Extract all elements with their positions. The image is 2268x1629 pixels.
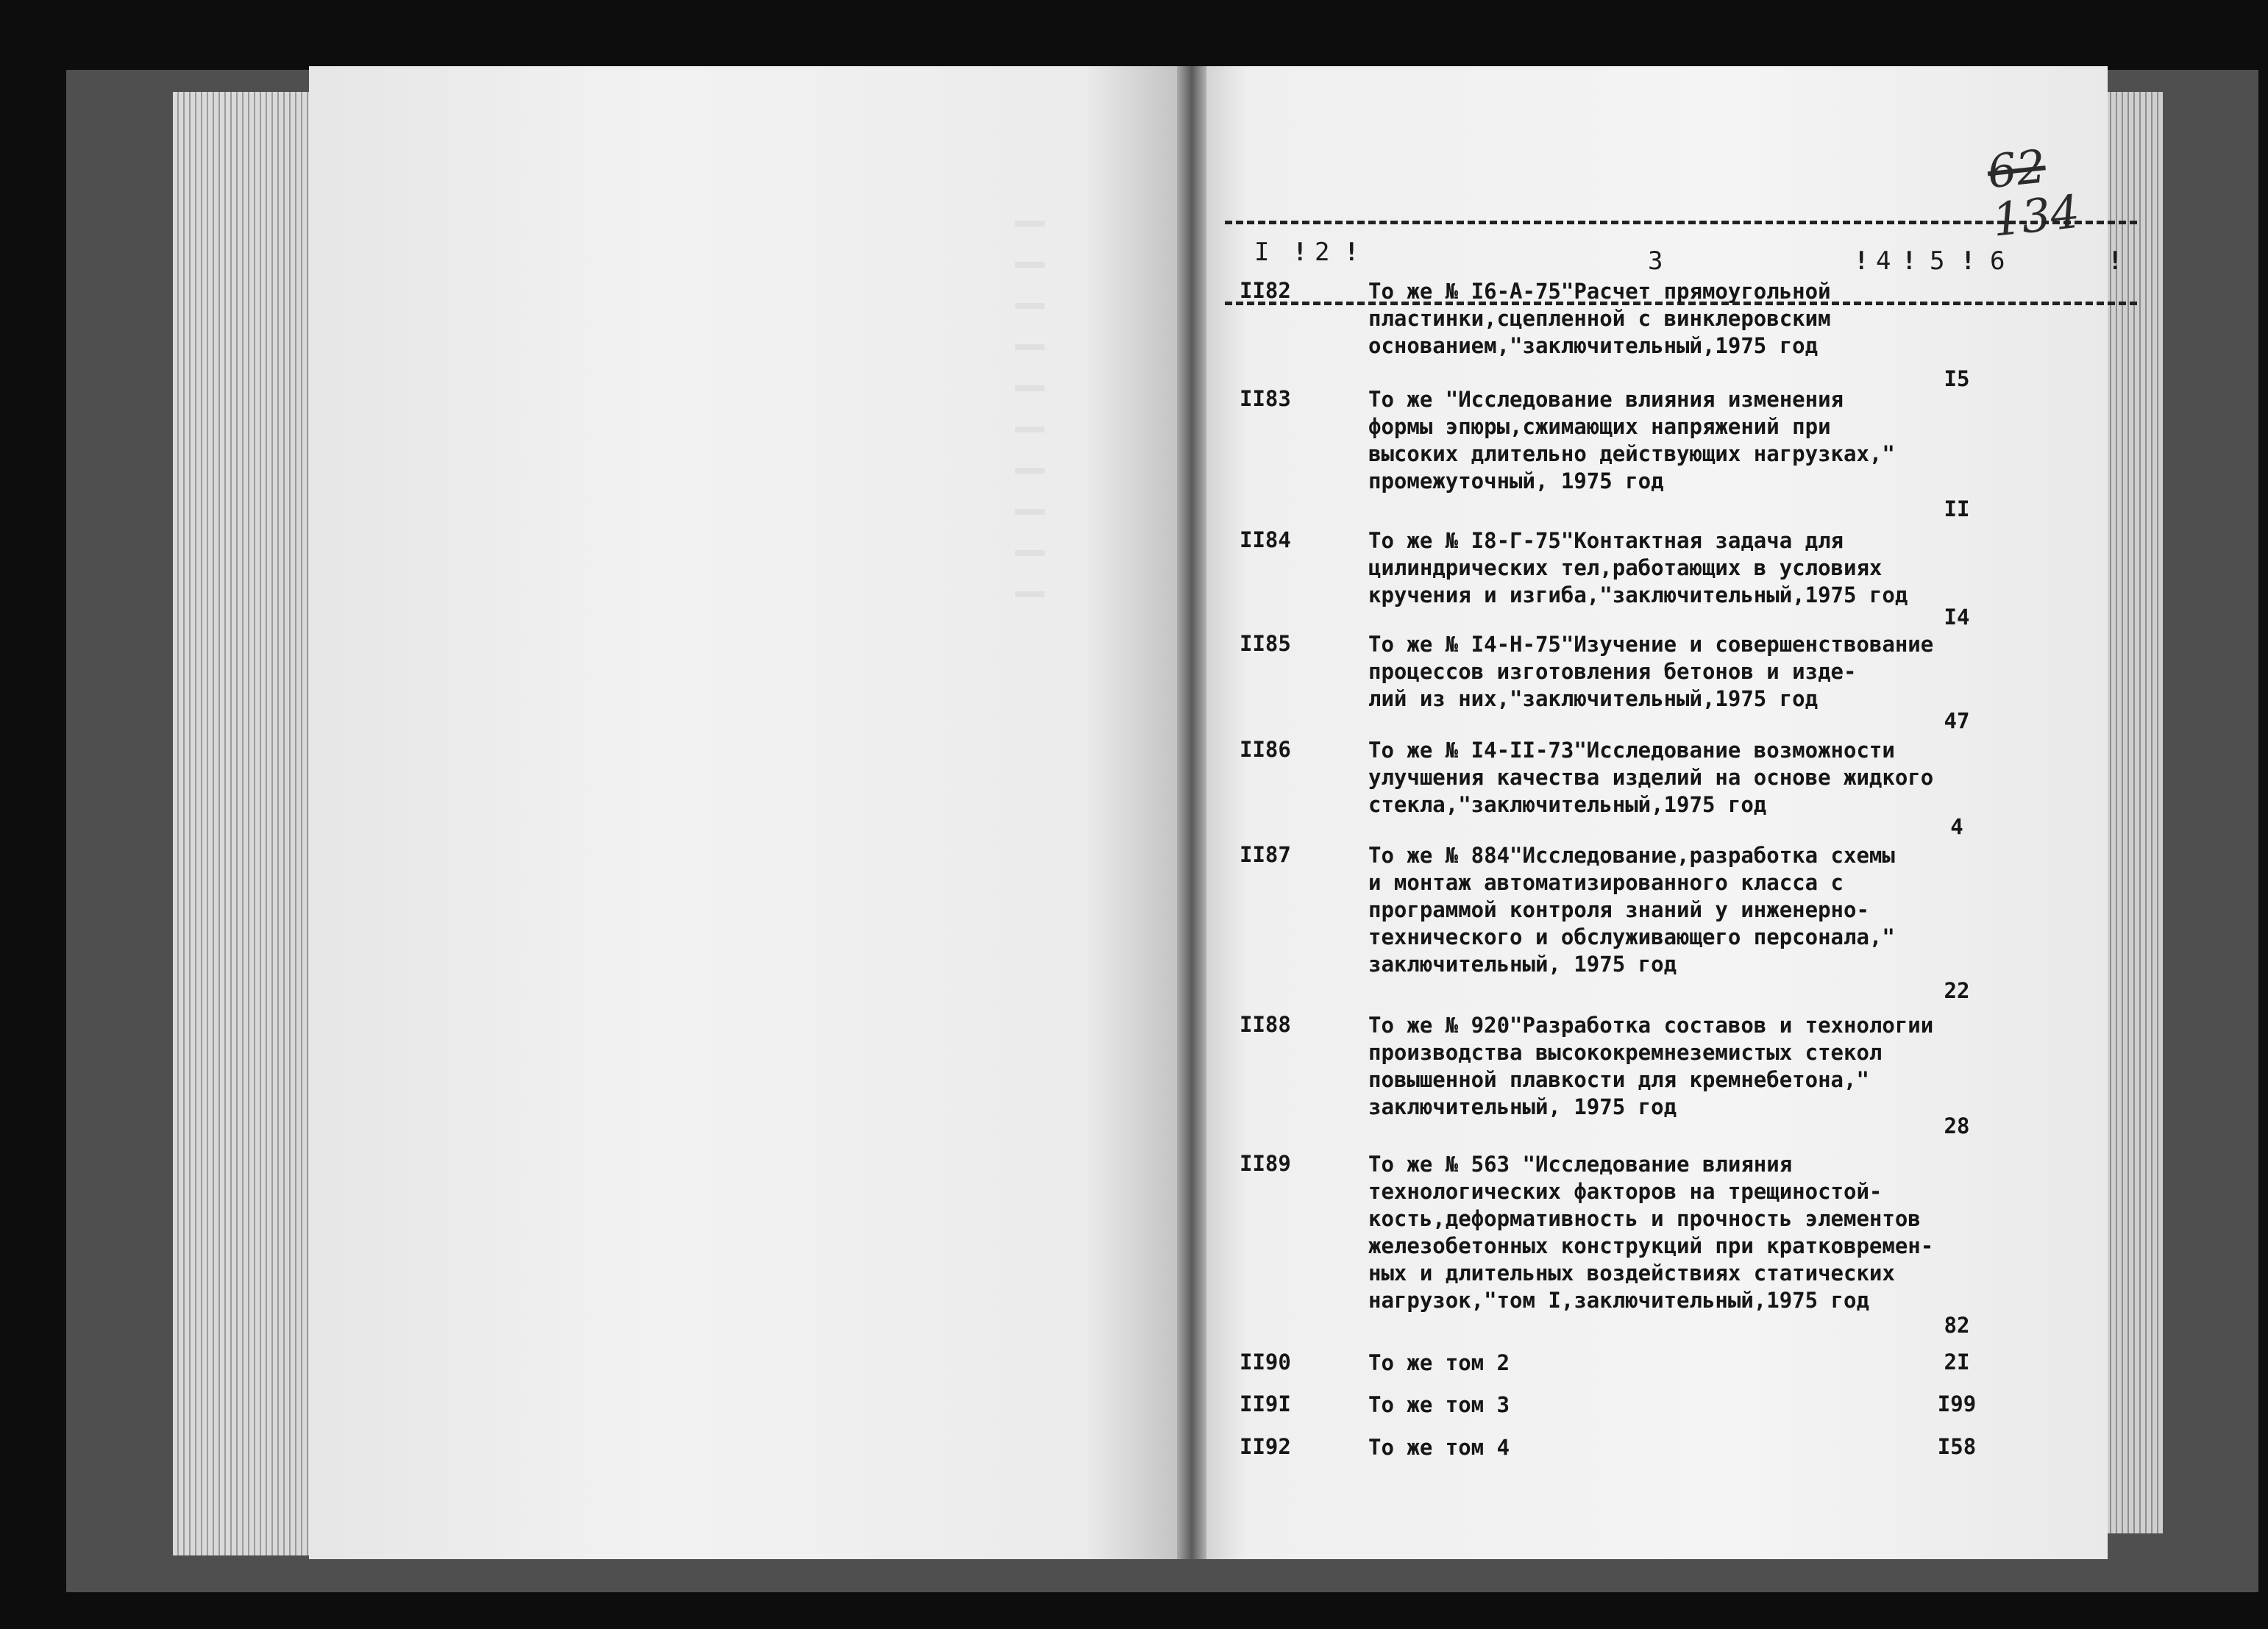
header-col-4: 4 xyxy=(1876,246,1891,276)
header-col-1: I xyxy=(1254,238,1270,267)
header-col-2: 2 xyxy=(1315,238,1330,267)
header-separator: ! xyxy=(2108,246,2123,276)
folio-previous: 134 xyxy=(1989,184,2083,247)
record-pages: II xyxy=(1944,496,1970,521)
header-separator: ! xyxy=(1344,238,1359,267)
book-gutter xyxy=(1177,66,1206,1559)
record-number: II83 xyxy=(1240,386,1291,411)
header-separator: ! xyxy=(1293,238,1308,267)
record-number: II84 xyxy=(1240,527,1291,552)
record-pages: I99 xyxy=(1937,1391,1977,1416)
record-number: II82 xyxy=(1240,278,1291,303)
record-number: II87 xyxy=(1240,842,1291,867)
bleed-through-text xyxy=(1015,191,1045,632)
record-description: То же № 920"Разработка составов и технологии производства высококремнеземистых стекол повышенной плавкости для кремнебетона," заключительный, 1975 год xyxy=(1368,1013,1934,1119)
record-pages: I5 xyxy=(1944,366,1970,391)
header-col-5: 5 xyxy=(1930,246,1945,276)
record-description: То же № I8-Г-75"Контактная задача для цилиндрических тел,работающих в условиях кручения и изгиба,"заключительный,1975 год xyxy=(1368,528,1908,607)
record-description: То же том 3 xyxy=(1368,1392,1510,1417)
header-separator: ! xyxy=(1854,246,1869,276)
record-pages: 82 xyxy=(1944,1313,1970,1338)
record-description: То же № I4-Н-75"Изучение и совершенствование процессов изготовления бетонов и изде- лий из них,"заключительный,1975 год xyxy=(1368,632,1934,711)
record-description: То же № 884"Исследование,разработка схемы и монтаж автоматизированного класса с программой контроля знаний у инженерно- технического и обслуживающего персонала," заключительный, 1975 год xyxy=(1368,843,1895,977)
record-pages: I4 xyxy=(1944,605,1970,630)
record-number: II90 xyxy=(1240,1350,1291,1375)
record-description: То же № I4-II-73"Исследование возможности улучшения качества изделий на основе жидкого стекла,"заключительный,1975 год xyxy=(1368,738,1934,817)
record-pages: 4 xyxy=(1950,814,1963,839)
header-col-3: 3 xyxy=(1648,246,1663,276)
header-separator: ! xyxy=(1960,246,1976,276)
record-pages: 22 xyxy=(1944,978,1970,1003)
record-pages: 2I xyxy=(1944,1350,1970,1375)
record-number: II89 xyxy=(1240,1151,1291,1176)
record-number: II88 xyxy=(1240,1012,1291,1037)
record-pages: 47 xyxy=(1944,708,1970,733)
record-description: То же том 2 xyxy=(1368,1350,1510,1375)
record-number: II85 xyxy=(1240,631,1291,656)
record-number: II92 xyxy=(1240,1434,1291,1459)
record-description: То же № I6-А-75"Расчет прямоугольной пластинки,сцепленной с винклеровским основанием,"заключительный,1975 год xyxy=(1368,279,1831,358)
record-pages: I58 xyxy=(1937,1434,1977,1459)
record-number: II86 xyxy=(1240,737,1291,762)
header-col-6: 6 xyxy=(1990,246,2005,276)
record-pages: 28 xyxy=(1944,1113,1970,1138)
record-description: То же том 4 xyxy=(1368,1435,1510,1460)
record-description: То же "Исследование влияния изменения формы эпюры,сжимающих напряжений при высоких длительно действующих нагрузках," промежуточный, 1975 год xyxy=(1368,387,1895,493)
left-page xyxy=(309,66,1192,1559)
header-separator: ! xyxy=(1902,246,1917,276)
record-number: II9I xyxy=(1240,1391,1291,1416)
folio-current: 62 xyxy=(1985,139,2049,199)
record-description: То же № 563 "Исследование влияния технологических факторов на трещиностой- кость,деформативность и прочность элементов железобетонных конструкций при кратковремен- ных и длительных воздействиях статических нагрузок,"том I,заключительный,1975 год xyxy=(1368,1152,1934,1313)
